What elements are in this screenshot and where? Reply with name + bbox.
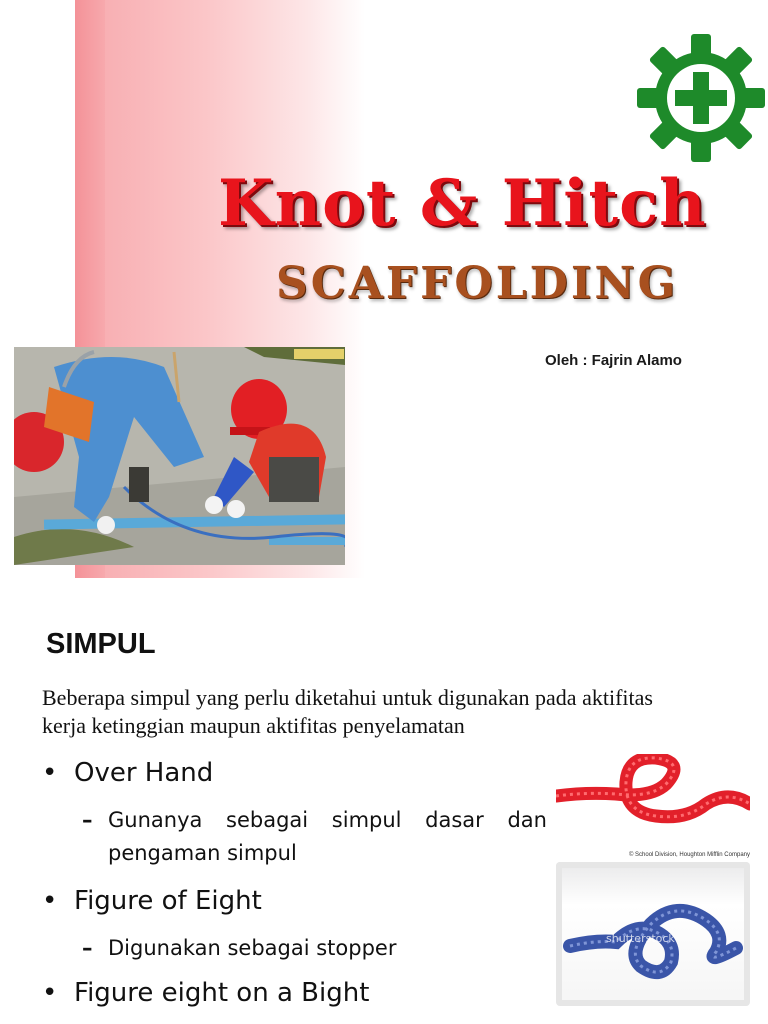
bullet-marker: • <box>42 758 58 788</box>
workers-rope-photo <box>14 347 345 565</box>
presentation-title: Knot & Hitch <box>218 166 707 241</box>
presentation-subtitle: SCAFFOLDING <box>276 258 679 309</box>
sub-bullet-over-hand <box>82 804 547 870</box>
content-slide <box>0 578 768 1024</box>
figure-eight-knot-image <box>556 862 750 1006</box>
sub-bullet-marker: – <box>82 808 93 832</box>
author-credit: Oleh : Fajrin Alamo <box>545 352 682 369</box>
section-heading: SIMPUL <box>46 628 156 660</box>
gear-cross-icon <box>636 33 766 163</box>
image-credit: © School Division, Houghton Mifflin Company <box>628 852 750 858</box>
bullet-label: Figure of Eight <box>74 886 262 916</box>
bullet-label: Figure eight on a Bight <box>74 978 370 1008</box>
sub-bullet-marker: – <box>82 936 93 960</box>
bullet-figure-of-eight <box>42 886 262 916</box>
red-rope-knot <box>556 754 750 860</box>
bullet-marker: • <box>42 978 58 1008</box>
bullet-figure-eight-on-a-bight <box>42 978 369 1008</box>
overhand-knot-image <box>556 754 750 860</box>
bullet-label: Over Hand <box>74 758 214 788</box>
image-watermark: shutterstock <box>606 932 675 945</box>
bullet-marker: • <box>42 886 58 916</box>
sub-bullet-figure-of-eight <box>82 932 547 965</box>
bullet-over-hand <box>42 758 213 788</box>
sub-bullet-text: Gunanya sebagai simpul dasar dan pengaman simpul <box>108 808 547 865</box>
sub-bullet-text: Digunakan sebagai stopper <box>108 936 397 960</box>
intro-paragraph: Beberapa simpul yang perlu diketahui untuk digunakan pada aktifitas kerja ketinggian maupun aktifitas penyelamatan <box>42 685 653 738</box>
